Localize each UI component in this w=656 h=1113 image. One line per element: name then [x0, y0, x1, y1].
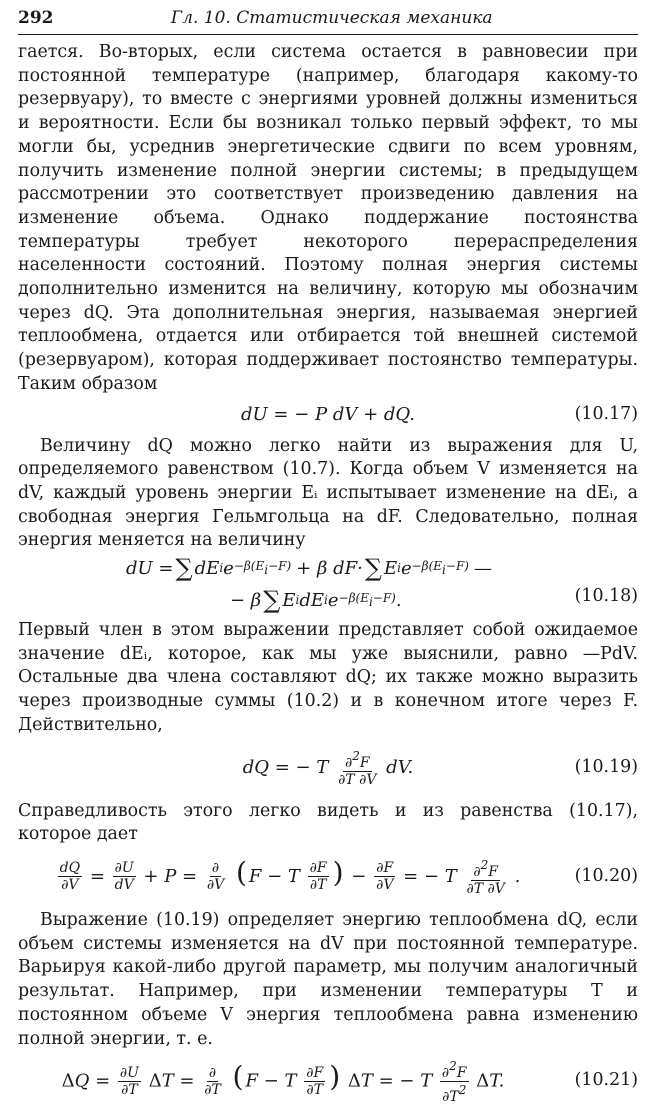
equation-number: (10.19) — [574, 756, 638, 777]
equation-number: (10.18) — [574, 586, 638, 607]
equation-10-20 — [18, 851, 638, 903]
equation-10-18-line-2: − β ∑ E i dE i e −β(Ei−F) . — [230, 586, 402, 615]
equation-10-21-formula: ΔQ = $\frac{\partial U}{\partial T}$ ΔT = $\frac{\partial}{\partial T}$ ( F − T $\frac{\partial F}{\partial T}$ ) ΔT = − T $\frac{\partial 2F}{\partial T2}$ ΔT. — [61, 1058, 505, 1105]
equation-number: (10.20) — [574, 866, 638, 887]
page — [18, 8, 638, 1113]
text-body — [18, 41, 638, 1107]
equation-10-17-formula: dU = − P dV + dQ. — [240, 403, 415, 425]
equation-10-18-line-1: dU = ∑ dE i e −β(Ei−F) + β dF· ∑ E i e −β(Ei−F) — — [126, 554, 492, 583]
chapter-title: Гл. 10. Статистическая механика — [170, 8, 493, 28]
paragraph-5: Выражение (10.19) определяет энергию теплообмена dQ, если объем системы изменяется на dV при постоянной температуре. Варьируя какой-либо другой параметр, мы получим аналогичный результат. Например, при изменении температуры T и постоянном объеме V энергия теплообмена равна изменению полной энергии, т. е. — [18, 909, 638, 1049]
equation-10-19 — [18, 742, 638, 794]
paragraph-2: Величину dQ можно легко найти из выражения для U, определяемого равенством (10.7). Когда объем V изменяется на dV, каждый уровень энергии Eᵢ испытывает изменение на dEᵢ, а свободная энергия Гельмгольца на dF. Следовательно, полная энергия меняется на величину — [18, 435, 638, 551]
equation-10-21 — [18, 1055, 638, 1107]
equation-number: (10.17) — [574, 403, 638, 424]
equation-10-19-formula: dQ = − T $\frac{\partial 2F}{\partial T \partial V}$ dV. — [242, 748, 414, 788]
page-number: 292 — [18, 8, 54, 28]
equation-10-20-formula: $\frac{dQ}{\partial V}$ = $\frac{\partial U}{dV}$ + P = $\frac{\partial}{\partial V}$ ( F − T $\frac{\partial F}{\partial T}$ ) − $\frac{\partial F}{\partial V}$ = − T $\frac{\partial 2F}{\partial T \partial V}$ . — [59, 855, 521, 897]
equation-number: (10.21) — [574, 1070, 638, 1091]
equation-10-18 — [18, 554, 638, 615]
paragraph-3: Первый член в этом выражении представляет собой ожидаемое значение dEᵢ, которое, как мы уже выяснили, равно —PdV. Остальные два члена составляют dQ; их также можно выразить через производные суммы (10.2) и в конечном итоге через F. Действительно, — [18, 620, 638, 735]
paragraph-1: гается. Во-вторых, если система остается в равновесии при постоянной температуре (например, благодаря какому-то резервуару), то вместе с энергиями уровней должны измениться и вероятности. Если бы возникал только первый эффект, то мы могли бы, усреднив энергетические сдвиги по всем уровням, получить изменение полной энергии системы; в предыдущем рассмотрении это соответствует произведению давления на изменение объема. Однако поддержание постоянства температуры требует некоторого перераспределения населенности состояний. Поэтому полная энергия системы дополнительно изменится на величину, которую мы обозначим через dQ. Эта дополнительная энергия, называемая энергией теплообмена, отдается или отбирается той внешней системой (резервуаром), которая поддерживает постоянство температуры. Таким образом — [18, 42, 638, 394]
equation-10-17 — [18, 401, 638, 429]
running-head — [18, 8, 638, 35]
paragraph-4: Справедливость этого легко видеть и из равенства (10.17), которое дает — [18, 800, 638, 845]
